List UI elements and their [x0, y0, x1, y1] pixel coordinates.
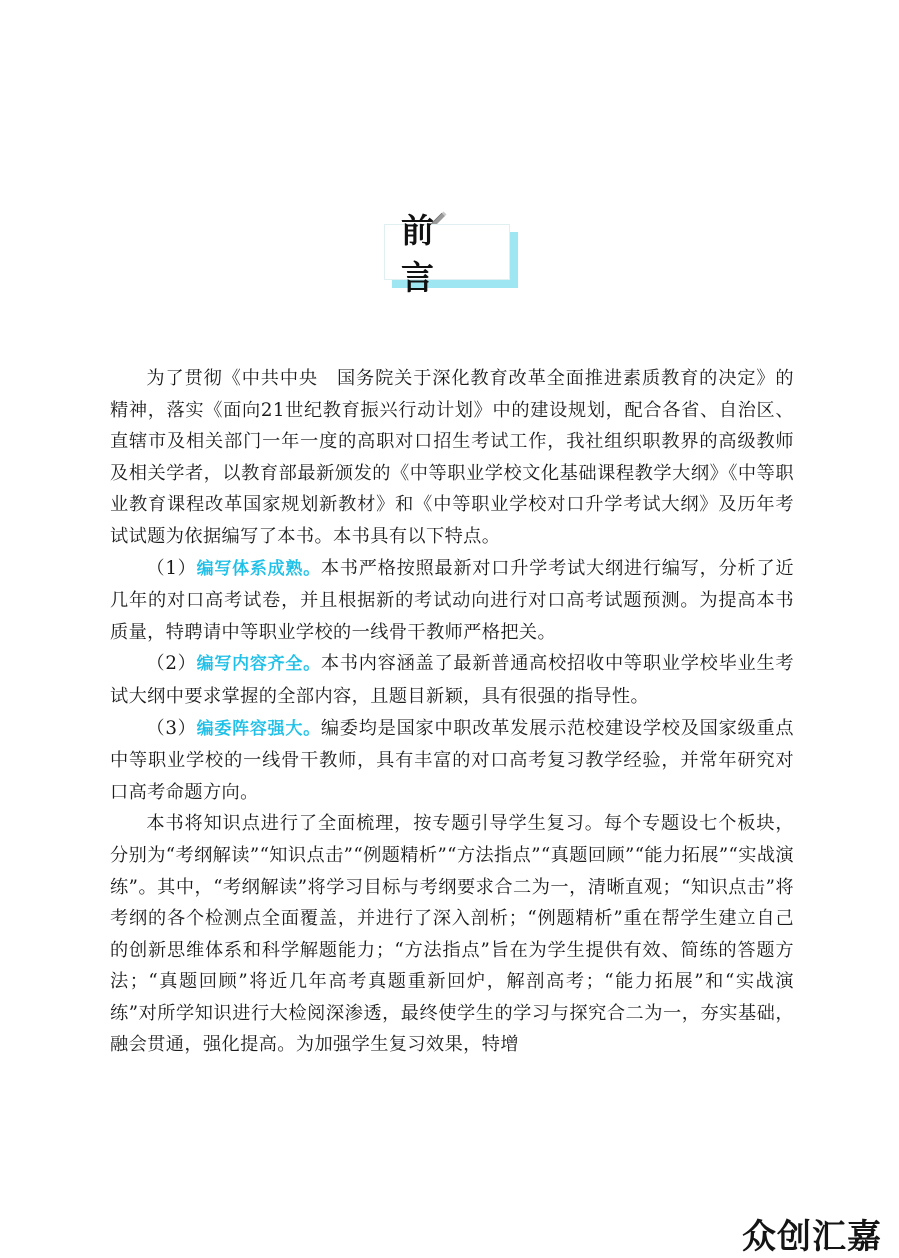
feature-number: （1） — [146, 557, 197, 579]
feature-heading: 编委阵容强大。 — [196, 718, 321, 739]
preface-body — [110, 363, 794, 1061]
feature-paragraph-2 — [110, 648, 794, 712]
page-title: 前 言 — [401, 211, 450, 297]
watermark-logo: 众创汇嘉 — [742, 1217, 882, 1257]
feature-paragraph-1 — [110, 553, 794, 649]
closing-paragraph: 本书将知识点进行了全面梳理，按专题引导学生复习。每个专题设七个板块，分别为“考纲解读”“知识点击”“例题精析”“方法指点”“真题回顾”“能力拓展”“实战演练”。其中，“考纲解读”将学习目标与考纲要求合二为一，清晰直观；“知识点击”将考纲的各个检测点全面覆盖，并进行了深入剖析；“例题精析”重在帮学生建立自己的创新思维体系和科学解题能力；“方法指点”旨在为学生提供有效、简练的答题方法；“真题回顾”将近几年高考真题重新回炉，解剖高考；“能力拓展”和“实战演练”对所学知识进行大检阅深渗透，最终使学生的学习与探究合二为一，夯实基础，融会贯通，强化提高。为加强学生复习效果，特增 — [110, 813, 794, 1056]
feature-number: （3） — [146, 717, 197, 739]
feature-text: 本书内容涵盖了最新普通高校招收中等职业学校毕业生考试大纲中要求掌握的全部内容，且题目新颖，具有很强的指导性。 — [110, 653, 794, 707]
feature-heading: 编写内容齐全。 — [196, 654, 321, 675]
feature-number: （2） — [146, 653, 197, 675]
feature-text: 本书严格按照最新对口升学考试大纲进行编写，分析了近几年的对口高考试卷，并且根据新的考试动向进行对口高考试题预测。为提高本书质量，特聘请中等职业学校的一线骨干教师严格把关。 — [110, 557, 794, 643]
intro-paragraph: 为了贯彻《中共中央 国务院关于深化教育改革全面推进素质教育的决定》的精神，落实《面向21世纪教育振兴行动计划》中的建设规划，配合各省、自治区、直辖市及相关部门一年一度的高职对口招生考试工作，我社组织职教界的高级教师及相关学者，以教育部最新颁发的《中等职业学校文化基础课程教学大纲》《中等职业教育课程改革国家规划新教材》和《中等职业学校对口升学考试大纲》及历年考试试题为依据编写了本书。本书具有以下特点。 — [110, 368, 794, 547]
feature-text: 编委均是国家中职改革发展示范校建设学校及国家级重点中等职业学校的一线骨干教师，具有丰富的对口高考复习教学经验，并常年研究对口高考命题方向。 — [110, 717, 794, 803]
title-box — [384, 211, 510, 297]
page-title-block — [384, 211, 520, 297]
feature-heading: 编写体系成熟。 — [196, 558, 321, 579]
feature-paragraph-3 — [110, 713, 794, 809]
